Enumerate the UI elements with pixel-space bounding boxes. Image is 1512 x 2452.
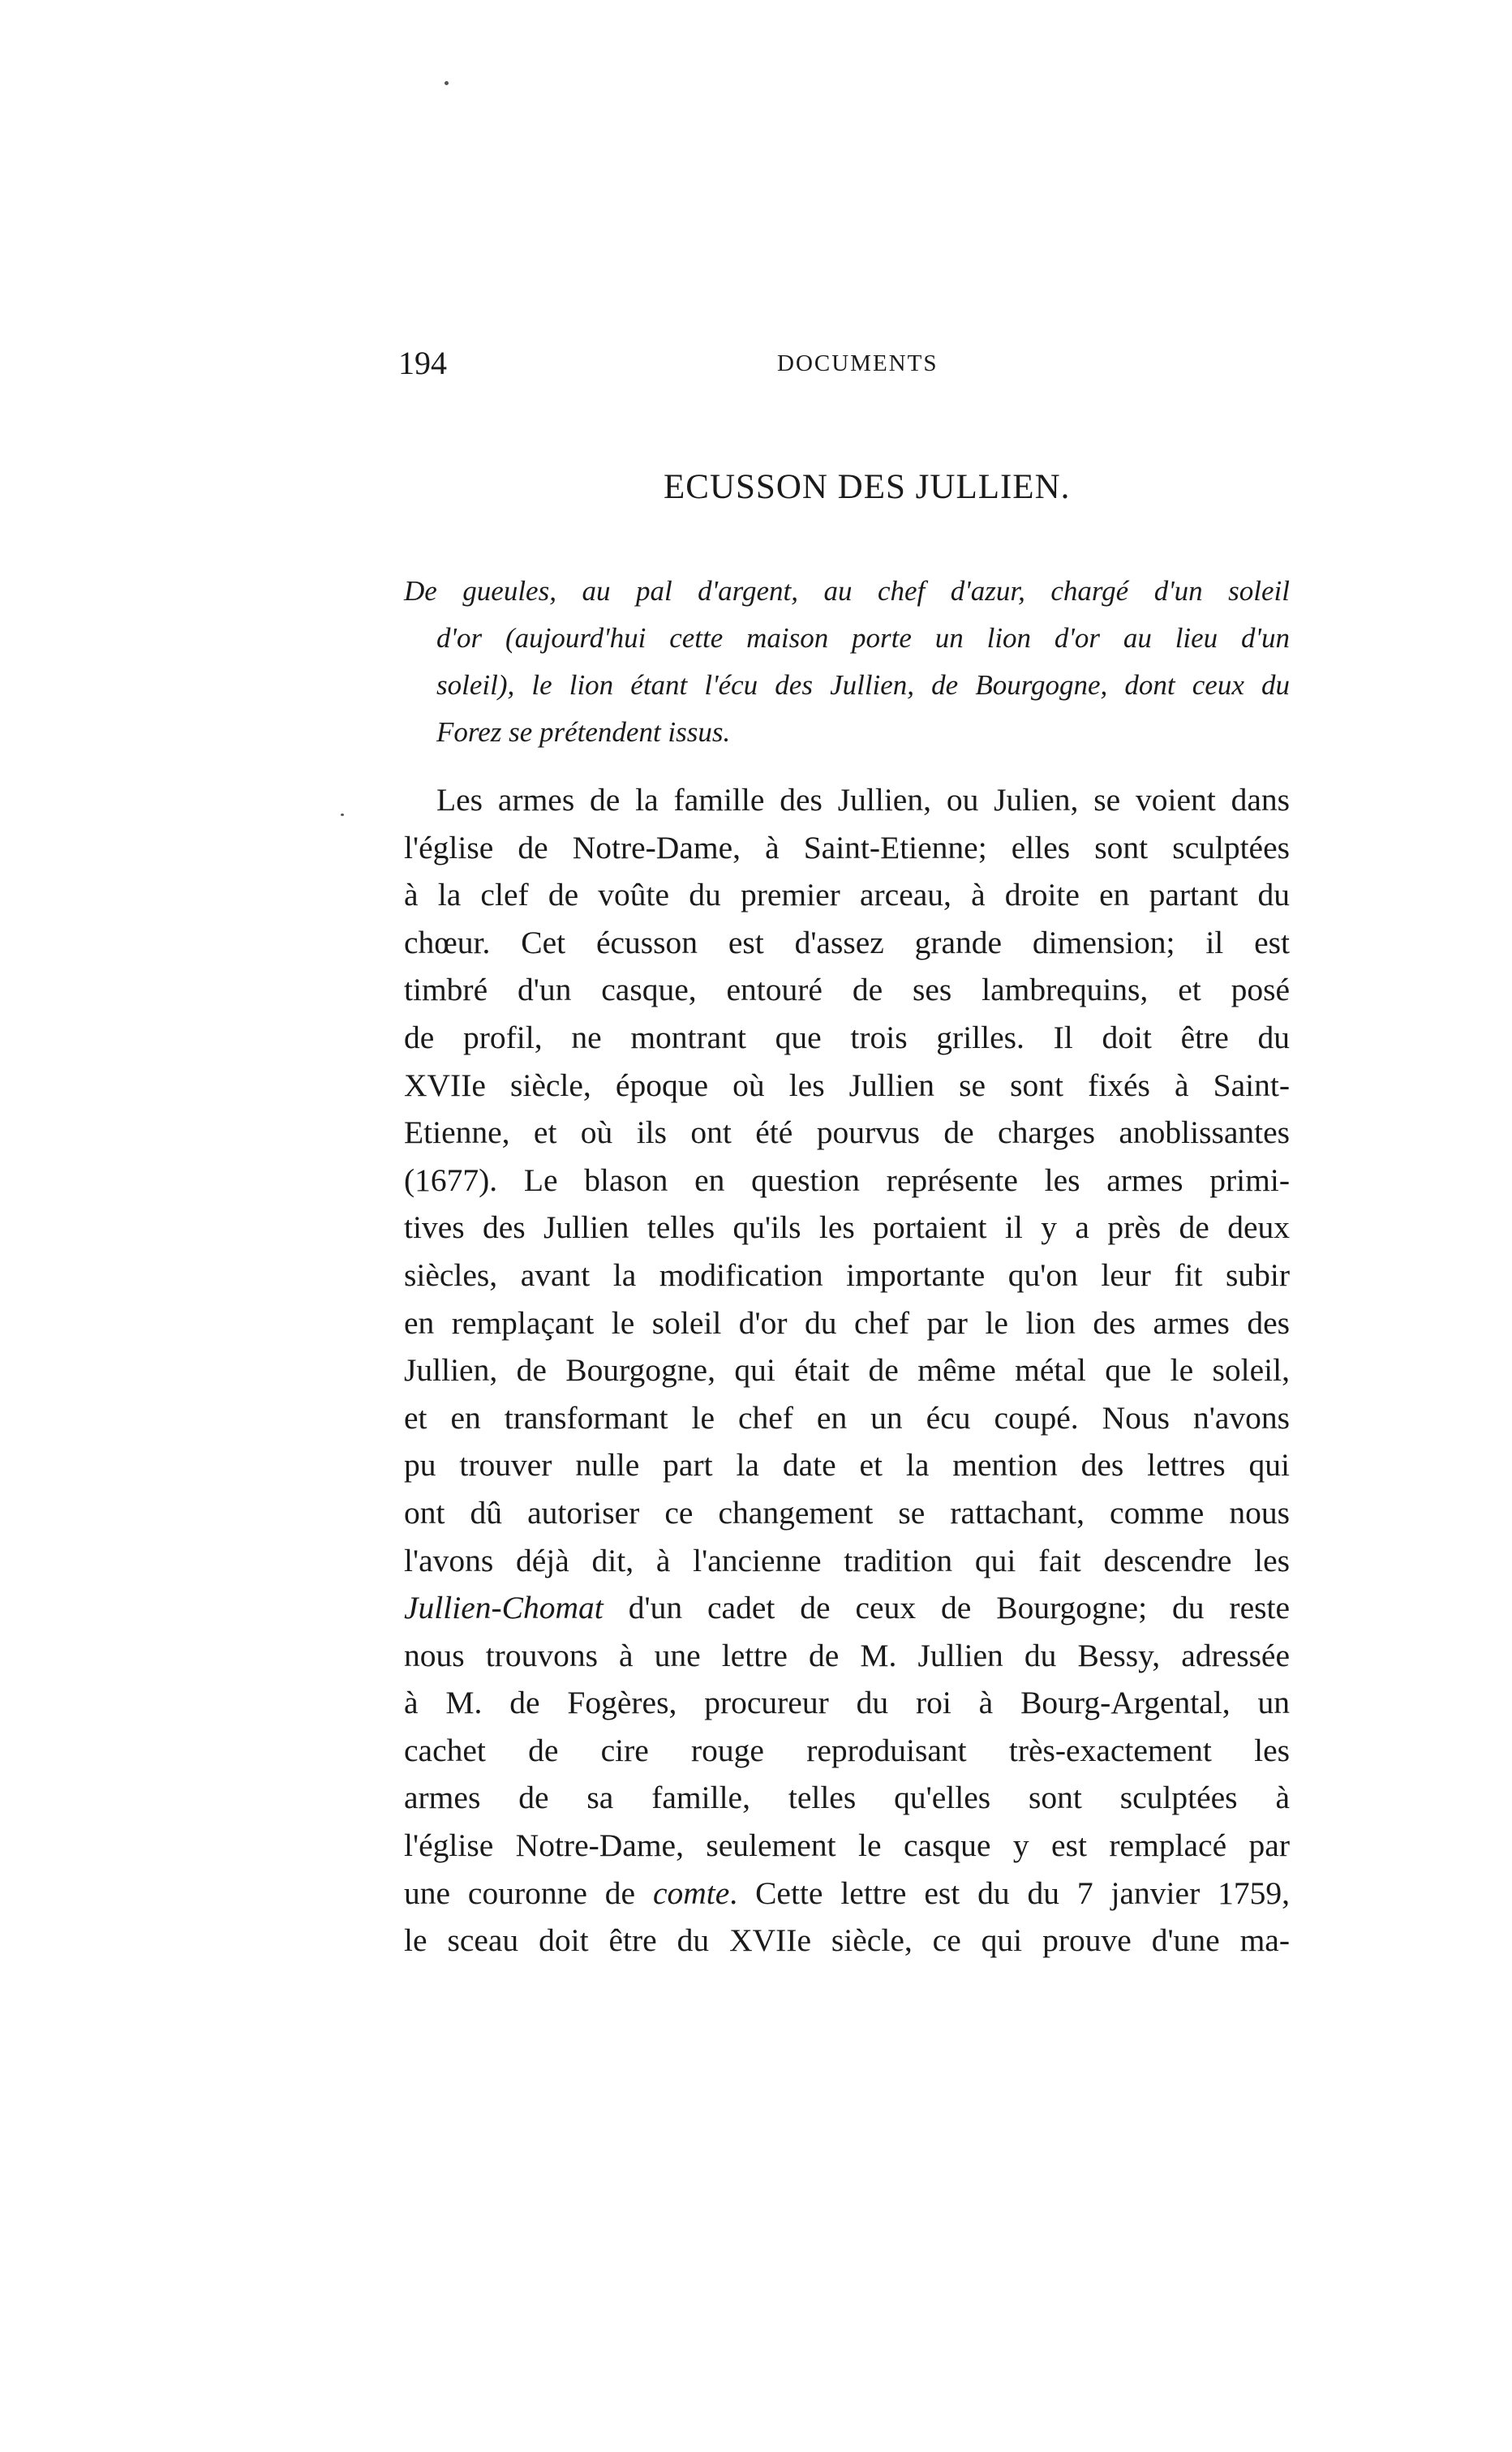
blazon-line: De gueules, au pal d'argent, au chef d'azur, chargé d'un soleil — [404, 575, 1290, 607]
text-line: timbré d'un casque, entouré de ses lambrequins, et posé — [404, 972, 1290, 1008]
text-line — [404, 1870, 1290, 1917]
text-line: ont dû autoriser ce changement se rattachant, comme nous — [404, 1494, 1290, 1531]
text-line: Les armes de la famille des Jullien, ou Julien, se voient dans — [436, 782, 1290, 818]
text-line: siècles, avant la modification importante qu'on leur fit subir — [404, 1256, 1290, 1293]
text-line: XVIIe siècle, époque où les Jullien se sont fixés à Saint- — [404, 1067, 1290, 1103]
blazon-line: soleil), le lion étant l'écu des Jullien, de Bourgogne, dont ceux du — [436, 669, 1290, 701]
body-paragraph — [404, 776, 1290, 1965]
text-line: et en transformant le chef en un écu coupé. Nous n'avons — [404, 1399, 1290, 1436]
text-line: nous trouvons à une lettre de M. Jullien du Bessy, adressée — [404, 1637, 1290, 1673]
text-line: à la clef de voûte du premier arceau, à droite en partant du — [404, 877, 1290, 913]
blazon-paragraph — [404, 568, 1290, 756]
text-line: en remplaçant le soleil d'or du chef par le lion des armes des — [404, 1304, 1290, 1341]
text-line: l'avons déjà dit, à l'ancienne tradition qui fait descendre les — [404, 1542, 1290, 1578]
text-line: le sceau doit être du XVIIe siècle, ce qui prouve d'une ma- — [404, 1922, 1290, 1959]
section-title: ECUSSON DES JULLIEN. — [664, 468, 1071, 506]
text-line: l'église Notre-Dame, seulement le casque y est remplacé par — [404, 1827, 1290, 1864]
text-line: pu trouver nulle part la date et la mention des lettres qui — [404, 1447, 1290, 1484]
running-head: DOCUMENTS — [777, 350, 939, 376]
ink-speck — [341, 814, 344, 816]
text-line: armes de sa famille, telles qu'elles sont sculptées à — [404, 1780, 1290, 1816]
page-number: 194 — [398, 345, 447, 381]
text-line: l'église de Notre-Dame, à Saint-Etienne; elles sont sculptées — [404, 829, 1290, 865]
text-line: à M. de Fogères, procureur du roi à Bourg-Argental, un — [404, 1685, 1290, 1721]
text-line: tives des Jullien telles qu'ils les portaient il y a près de deux — [404, 1209, 1290, 1246]
text-fragment: . Cette lettre est du du 7 janvier 1759, — [729, 1874, 1290, 1911]
text-line: cachet de cire rouge reproduisant très-exactement les — [404, 1732, 1290, 1768]
text-fragment: une couronne de — [404, 1874, 653, 1911]
blazon-line: Forez se prétendent issus. — [436, 716, 731, 748]
italic-name: Jullien-Chomat — [404, 1590, 604, 1626]
italic-word: comte — [652, 1874, 730, 1911]
text-line: Etienne, et où ils ont été pourvus de charges anoblissantes — [404, 1114, 1290, 1151]
blazon-line: d'or (aujourd'hui cette maison porte un lion d'or au lieu d'un — [436, 622, 1290, 654]
text-line — [404, 1584, 1290, 1632]
text-line: de profil, ne montrant que trois grilles. Il doit être du — [404, 1019, 1290, 1055]
ink-speck — [445, 81, 449, 85]
text-line: Jullien, de Bourgogne, qui était de même métal que le soleil, — [404, 1352, 1290, 1389]
text-fragment: d'un cadet de ceux de Bourgogne; du reste — [603, 1590, 1290, 1626]
text-line: chœur. Cet écusson est d'assez grande dimension; il est — [404, 924, 1290, 960]
text-line: (1677). Le blason en question représente les armes primi- — [404, 1162, 1290, 1198]
